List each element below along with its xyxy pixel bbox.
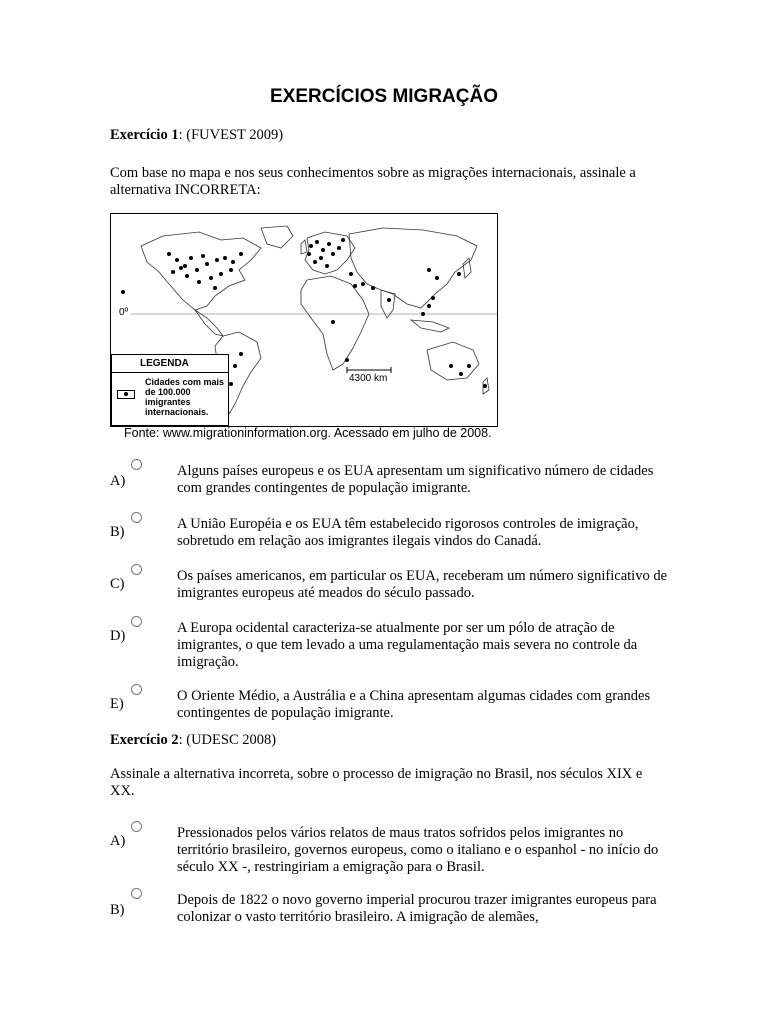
legend-title: LEGENDA — [140, 358, 189, 369]
city-dot — [171, 270, 175, 274]
city-dot — [449, 364, 453, 368]
city-dot — [223, 256, 227, 260]
city-dot — [185, 274, 189, 278]
exercise-1-source: : (FUVEST 2009) — [178, 127, 284, 143]
legend-divider — [112, 372, 228, 373]
city-dot — [331, 252, 335, 256]
legend-city-symbol — [117, 390, 135, 399]
legend-text: Cidades com mais de 100.000 imigrantes internacionais. — [145, 377, 225, 417]
city-dot — [229, 382, 233, 386]
ex2-option-a — [110, 825, 670, 875]
city-dot — [467, 364, 471, 368]
option-letter: D) — [110, 628, 126, 644]
option-text: Pressionados pelos vários relatos de maus tratos sofridos pelos imigrantes no território brasileiro, governos europeus, como o italiano e o espanhol - no início do século XX -, restringiriam a emigração para o Brasil. — [177, 825, 659, 875]
city-dot — [239, 352, 243, 356]
city-dot — [215, 258, 219, 262]
exercise-1-prompt: Com base no mapa e nos seus conhecimentos sobre as migrações internacionais, assinale a alternativa INCORRETA: — [110, 165, 636, 198]
city-dot — [121, 290, 125, 294]
uk-outline — [301, 240, 307, 254]
ex1-option-e-radio[interactable] — [131, 684, 142, 695]
city-dot — [315, 240, 319, 244]
world-map — [110, 213, 498, 427]
city-dot — [325, 264, 329, 268]
city-dot — [175, 258, 179, 262]
exercise-2-heading — [110, 732, 670, 749]
ex1-option-d-radio[interactable] — [131, 616, 142, 627]
city-dot — [345, 358, 349, 362]
exercise-1-label: Exercício 1 — [110, 127, 179, 143]
city-dot — [307, 252, 311, 256]
city-dot — [459, 372, 463, 376]
option-letter: E) — [110, 696, 124, 712]
north-america-outline — [141, 232, 261, 310]
ex1-option-b-radio[interactable] — [131, 512, 142, 523]
city-dot — [233, 364, 237, 368]
city-dot — [337, 246, 341, 250]
ex1-option-a-radio[interactable] — [131, 459, 142, 470]
city-dot — [195, 268, 199, 272]
option-letter: C) — [110, 576, 125, 592]
ex2-option-a-radio[interactable] — [131, 821, 142, 832]
europe-outline — [305, 232, 355, 274]
city-dot — [309, 244, 313, 248]
city-dot — [201, 254, 205, 258]
option-text: A Europa ocidental caracteriza-se atualmente por ser um pólo de atração de imigrantes, o que tem levado a uma regulamentação mais severa no controle da imigração. — [177, 620, 638, 670]
city-dot — [483, 384, 487, 388]
ex2-option-b-radio[interactable] — [131, 888, 142, 899]
exercise-2-label: Exercício 2 — [110, 732, 179, 748]
option-letter: A) — [110, 833, 126, 849]
scale-label: 4300 km — [349, 373, 388, 384]
ex1-option-a — [110, 463, 670, 503]
option-text: Os países americanos, em particular os EUA, receberam um número significativo de imigrantes europeus até meados do século passado. — [177, 568, 668, 601]
city-dot — [209, 276, 213, 280]
option-letter: A) — [110, 473, 126, 489]
city-dot — [353, 284, 357, 288]
city-dot — [179, 266, 183, 270]
map-legend — [111, 354, 229, 426]
exercise-2-prompt: Assinale a alternativa incorreta, sobre o processo de imigração no Brasil, nos séculos XIX e XX. — [110, 766, 643, 799]
ex1-option-e — [110, 688, 670, 728]
map-caption: Fonte: www.migrationinformation.org. Acessado em julho de 2008. — [124, 426, 492, 440]
city-dot — [427, 304, 431, 308]
equator-label: 0º — [119, 307, 129, 318]
option-letter: B) — [110, 524, 125, 540]
ex2-option-b — [110, 892, 670, 932]
city-dot — [213, 286, 217, 290]
africa-outline — [301, 276, 369, 370]
city-dot — [167, 252, 171, 256]
option-text: Alguns países europeus e os EUA apresentam um significativo número de cidades com grandes contingentes de população imigrante. — [177, 463, 654, 496]
option-text: A União Européia e os EUA têm estabelecido rigorosos controles de imigração, sobretudo em relação aos imigrantes ilegais vindos do Canadá. — [177, 516, 639, 549]
city-dot — [387, 298, 391, 302]
city-dot — [183, 264, 187, 268]
city-dot — [219, 272, 223, 276]
asia-outline — [349, 228, 477, 308]
greenland-outline — [261, 226, 293, 248]
city-dot — [327, 242, 331, 246]
ex1-option-b — [110, 516, 670, 556]
city-dot — [321, 248, 325, 252]
japan-outline — [463, 258, 471, 278]
exercise-1-heading — [110, 127, 670, 144]
city-dot — [331, 320, 335, 324]
ex1-option-d — [110, 620, 670, 670]
city-dot — [431, 296, 435, 300]
city-dot — [197, 280, 201, 284]
city-dot — [361, 282, 365, 286]
city-dot — [189, 256, 193, 260]
page-title: EXERCÍCIOS MIGRAÇÃO — [269, 86, 499, 107]
city-dot — [313, 260, 317, 264]
indonesia-outline — [411, 320, 449, 332]
option-text: O Oriente Médio, a Austrália e a China apresentam algumas cidades com grandes contingentes de população imigrante. — [177, 688, 651, 721]
city-dot — [231, 260, 235, 264]
australia-outline — [427, 342, 479, 380]
city-dot — [229, 268, 233, 272]
city-dot — [457, 272, 461, 276]
city-dot — [341, 238, 345, 242]
option-letter: B) — [110, 902, 125, 918]
exercise-2-source: : (UDESC 2008) — [178, 732, 277, 748]
city-dot — [427, 268, 431, 272]
option-text: Depois de 1822 o novo governo imperial procurou trazer imigrantes europeus para colonizar o vasto território brasileiro. A imigração de alemães, — [177, 892, 657, 925]
ex1-option-c-radio[interactable] — [131, 564, 142, 575]
city-dot — [239, 252, 243, 256]
city-dot — [435, 276, 439, 280]
city-dot — [319, 256, 323, 260]
city-dot — [421, 312, 425, 316]
city-dot — [371, 286, 375, 290]
city-dot — [205, 262, 209, 266]
city-dot — [349, 272, 353, 276]
ex1-option-c — [110, 568, 670, 608]
